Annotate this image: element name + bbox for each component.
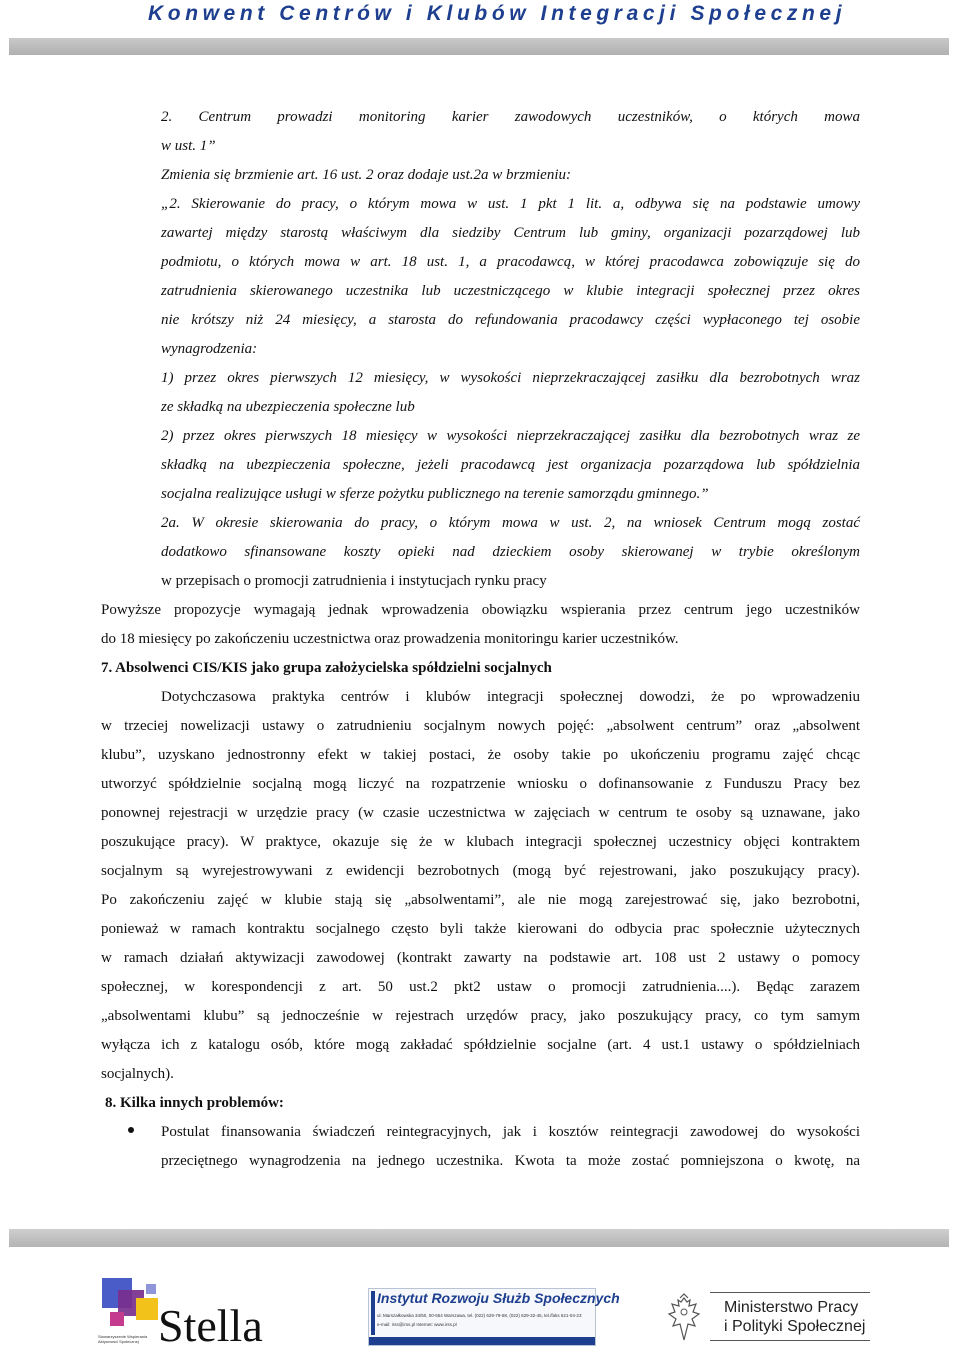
text-line: ze składką na ubezpieczenia społeczne lub: [161, 399, 415, 415]
text-line: podmiotu, o których mowa w art. 18 ust. 1, a pracodawcą, w której pracodawca zobowiązuje się do: [161, 254, 860, 270]
text-line: 2a. W okresie skierowania do pracy, o którym mowa w ust. 2, na wniosek Centrum mogą zostać: [161, 515, 860, 531]
text-line: Po zakończeniu zajęć w klubie stają się „absolwentami”, ale nie mogą zarejestrować się, jako bezrobotni,: [101, 892, 860, 908]
text-line: 1) przez okres pierwszych 12 miesięcy, w wysokości nieprzekraczającej zasiłku dla bezrobotnych wraz: [161, 370, 860, 386]
section-heading: 7. Absolwenci CIS/KIS jako grupa założycielska spółdzielni socjalnych: [101, 660, 552, 676]
list-item-text: Postulat finansowania świadczeń reintegracyjnych, jak i kosztów reintegracji zawodowej do wysokości: [161, 1124, 860, 1140]
text-line: ponownej rejestracji w urzędzie pracy (w czasie uczestnictwa w zajęciach w centrum te osoby są uznawane, jako: [101, 805, 860, 821]
text-line: klubu”, uzyskano jednostronny efekt w takiej postaci, że osoby takie po ukończeniu programu zajęć chcąc: [101, 747, 860, 763]
ministry-rule: [710, 1292, 870, 1293]
text-line: poszukujące pracy). W praktyce, okazuje się że w klubach integracji społecznej uczestnicy objęci kontraktem: [101, 834, 860, 850]
footer-divider-bar: [9, 1229, 949, 1247]
logo-square: [136, 1298, 158, 1320]
page-header: [0, 0, 960, 58]
header-divider-bar: [9, 38, 949, 55]
irss-logo: [368, 1288, 620, 1349]
text-line: „absolwentami klubu” są jednocześnie w rejestrach urzędów pracy, jako poszukujący pracy, co tym samym: [101, 1008, 860, 1024]
text-line: 2. Centrum prowadzi monitoring karier zawodowych uczestników, o których mowa: [161, 109, 860, 125]
ministry-name-line2: i Polityki Społecznej: [724, 1318, 866, 1335]
text-line: w ramach działań aktywizacji zawodowej (kontrakt zawarty na podstawie art. 108 ust 2 ustawy o pomocy: [101, 950, 860, 966]
text-line: Zmienia się brzmienie art. 16 ust. 2 oraz dodaje ust.2a w brzmieniu:: [161, 167, 572, 183]
text-line: w ust. 1”: [161, 138, 216, 154]
text-line: wyłącza ich z katalogu osób, które mogą zakładać spółdzielnie socjalne (art. 4 ust.1 ustawy o spółdzielniach: [101, 1037, 860, 1053]
text-line: społecznej, w korespondencji z art. 50 ust.2 pkt2 ustaw o promocji zatrudnienia....). Będąc zarazem: [101, 979, 860, 995]
section-heading: 8. Kilka innych problemów:: [105, 1095, 284, 1111]
logo-square: [110, 1312, 124, 1326]
list-item-text: przeciętnego wynagrodzenia na jednego uczestnika. Kwota ta może zostać pomniejszona o kwotę, na: [161, 1153, 860, 1169]
text-line: „2. Skierowanie do pracy, o którym mowa w ust. 1 pkt 1 lit. a, odbywa się na podstawie umowy: [161, 196, 860, 212]
header-title: Konwent Centrów i Klubów Integracji Społecznej: [148, 2, 847, 25]
text-line: wynagrodzenia:: [161, 341, 258, 357]
text-line: Dotychczasowa praktyka centrów i klubów integracji społecznej dowodzi, że po wprowadzeniu: [161, 689, 860, 705]
text-line: w trzeciej nowelizacji ustawy o zatrudnieniu socjalnym nowych pojęć: „absolwent centrum” oraz „absolwent: [101, 718, 860, 734]
irss-bank-strip: [369, 1337, 595, 1349]
text-line: nie krótszy niż 24 miesięcy, a starosta do refundowania pracodawcy części wypłaconego tej osobie: [161, 312, 860, 328]
logo-square: [146, 1284, 156, 1294]
ministry-logo: [664, 1290, 864, 1346]
irss-mark-icon: [371, 1291, 375, 1335]
text-line: socjalna realizujące usługi w sferze pożytku publicznego na terenie samorządu gminnego.”: [161, 486, 709, 502]
text-line: utworzyć spółdzielnie socjalną mogą liczyć na rozpatrzenie wniosku o dofinansowanie z Funduszu Pracy bez: [101, 776, 860, 792]
irss-name: Instytut Rozwoju Służb Społecznych: [377, 1290, 620, 1306]
irss-address: ul. Marszałkowska 34/50, 00-554 Warszawa, tel. (022) 629-79-58, (022) 629-32-45, tel./faks 621-04-23: [377, 1313, 582, 1318]
text-line: socjalnych).: [101, 1066, 174, 1082]
irss-contact: e-mail: irss@irss.pl Internet: www.irss.pl: [377, 1322, 457, 1327]
text-line: zatrudnienia skierowanego uczestnika lub uczestniczącego w klubie integracji społecznej przez okres: [161, 283, 860, 299]
stella-logo: [98, 1276, 288, 1349]
ministry-rule: [710, 1340, 870, 1341]
text-line: dodatkowo sfinansowane koszty opieki nad dzieckiem osoby skierowanej w trybie określonym: [161, 544, 860, 560]
eagle-emblem-icon: [666, 1292, 702, 1344]
text-line: socjalnym są wyrejestrowywani z ewidencji bezrobotnych (mogą być rejestrowani, jako poszukujący pracy).: [101, 863, 860, 879]
bullet-dot-icon: [128, 1127, 134, 1133]
text-line: ponieważ w ramach kontraktu socjalnego często byli także kierowani do odbycia prac społecznie użytecznych: [101, 921, 860, 937]
text-line: do 18 miesięcy po zakończeniu uczestnictwa oraz prowadzenia monitoringu karier uczestników.: [101, 631, 679, 647]
stella-wordmark: Stella: [158, 1300, 263, 1349]
text-line: zawartej między starostą właściwym dla siedziby Centrum lub gminy, organizacji pozarządowej lub: [161, 225, 860, 241]
text-line: Powyższe propozycje wymagają jednak wprowadzenia obowiązku wspierania przez centrum jego uczestników: [101, 602, 860, 618]
text-line: 2) przez okres pierwszych 18 miesięcy w wysokości nieprzekraczającej zasiłku dla bezrobotnych wraz ze: [161, 428, 860, 444]
text-line: w przepisach o promocji zatrudnienia i instytucjach rynku pracy: [161, 573, 547, 589]
text-line: składką na ubezpieczenia społeczne, jeżeli pracodawcą jest organizacja pozarządowa lub spółdzielnia: [161, 457, 860, 473]
irss-bank: DZ BANK nr konta 74 1740 0009 0000 0000 0009 0029 NIP: 526-23-30-821 REGON: 013198100: [375, 1346, 570, 1349]
stella-caption: Stowarzyszenie Wspierania Aktywności Społecznej: [98, 1334, 148, 1344]
ministry-name-line1: Ministerstwo Pracy: [724, 1299, 859, 1316]
